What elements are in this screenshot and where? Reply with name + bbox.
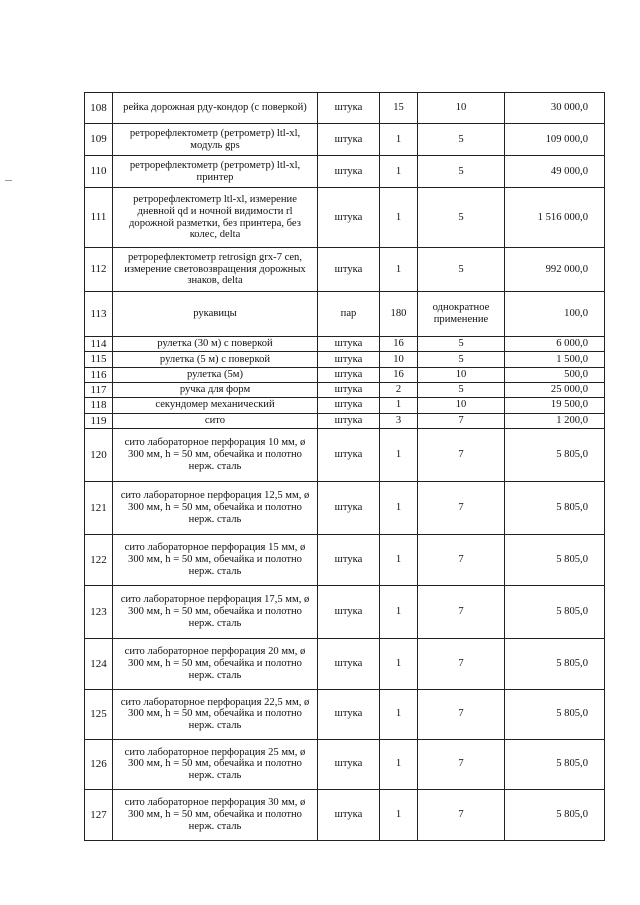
service-term-cell: 7 bbox=[418, 428, 505, 481]
unit-price-cell: 5 805,0 bbox=[505, 585, 605, 638]
item-name-cell: сито лабораторное перфорация 17,5 мм, ø 300 мм, h = 50 мм, обечайка и полотно нерж. сталь bbox=[113, 585, 318, 638]
unit-of-measure-cell: штука bbox=[318, 398, 380, 413]
service-term-cell: 7 bbox=[418, 638, 505, 689]
row-number-cell: 113 bbox=[85, 292, 113, 337]
unit-price-cell: 5 805,0 bbox=[505, 689, 605, 739]
item-name-cell: сито лабораторное перфорация 15 мм, ø 300 мм, h = 50 мм, обечайка и полотно нерж. сталь bbox=[113, 534, 318, 585]
quantity-cell: 1 bbox=[380, 124, 418, 156]
unit-price-cell: 5 805,0 bbox=[505, 638, 605, 689]
row-number-cell: 119 bbox=[85, 413, 113, 428]
row-number-cell: 117 bbox=[85, 382, 113, 397]
quantity-cell: 1 bbox=[380, 188, 418, 248]
unit-of-measure-cell: штука bbox=[318, 382, 380, 397]
service-term-cell: 10 bbox=[418, 367, 505, 382]
table-row bbox=[85, 689, 605, 739]
unit-price-cell: 49 000,0 bbox=[505, 156, 605, 188]
unit-of-measure-cell: штука bbox=[318, 124, 380, 156]
item-name-cell: сито лабораторное перфорация 20 мм, ø 300 мм, h = 50 мм, обечайка и полотно нерж. сталь bbox=[113, 638, 318, 689]
service-term-cell: 10 bbox=[418, 398, 505, 413]
service-term-cell: 7 bbox=[418, 481, 505, 534]
quantity-cell: 2 bbox=[380, 382, 418, 397]
unit-of-measure-cell: штука bbox=[318, 585, 380, 638]
quantity-cell: 1 bbox=[380, 481, 418, 534]
service-term-cell: 7 bbox=[418, 413, 505, 428]
item-name-cell: ретрорефлектометр retrosign grx-7 cen, измерение световозвращения дорожных знаков, delta bbox=[113, 248, 318, 292]
row-number-cell: 124 bbox=[85, 638, 113, 689]
unit-price-cell: 30 000,0 bbox=[505, 93, 605, 124]
row-number-cell: 116 bbox=[85, 367, 113, 382]
unit-price-cell: 5 805,0 bbox=[505, 428, 605, 481]
item-name-cell: сито лабораторное перфорация 10 мм, ø 300 мм, h = 50 мм, обечайка и полотно нерж. сталь bbox=[113, 428, 318, 481]
unit-of-measure-cell: штука bbox=[318, 481, 380, 534]
unit-of-measure-cell: штука bbox=[318, 337, 380, 352]
unit-of-measure-cell: штука bbox=[318, 638, 380, 689]
row-number-cell: 109 bbox=[85, 124, 113, 156]
table-row bbox=[85, 367, 605, 382]
table-row bbox=[85, 124, 605, 156]
row-number-cell: 115 bbox=[85, 352, 113, 367]
item-name-cell: рулетка (5м) bbox=[113, 367, 318, 382]
item-name-cell: ручка для форм bbox=[113, 382, 318, 397]
unit-price-cell: 19 500,0 bbox=[505, 398, 605, 413]
unit-price-cell: 5 805,0 bbox=[505, 789, 605, 840]
quantity-cell: 1 bbox=[380, 689, 418, 739]
unit-price-cell: 1 200,0 bbox=[505, 413, 605, 428]
item-name-cell: сито лабораторное перфорация 12,5 мм, ø 300 мм, h = 50 мм, обечайка и полотно нерж. сталь bbox=[113, 481, 318, 534]
service-term-cell: 7 bbox=[418, 739, 505, 789]
service-term-cell: 7 bbox=[418, 534, 505, 585]
table-row bbox=[85, 292, 605, 337]
row-number-cell: 110 bbox=[85, 156, 113, 188]
item-name-cell: сито bbox=[113, 413, 318, 428]
unit-price-cell: 5 805,0 bbox=[505, 534, 605, 585]
quantity-cell: 1 bbox=[380, 248, 418, 292]
service-term-cell: 5 bbox=[418, 248, 505, 292]
service-term-cell: 5 bbox=[418, 156, 505, 188]
unit-price-cell: 1 500,0 bbox=[505, 352, 605, 367]
quantity-cell: 1 bbox=[380, 428, 418, 481]
row-number-cell: 126 bbox=[85, 739, 113, 789]
unit-of-measure-cell: штука bbox=[318, 413, 380, 428]
unit-of-measure-cell: штука bbox=[318, 534, 380, 585]
service-term-cell: однократное применение bbox=[418, 292, 505, 337]
service-term-cell: 5 bbox=[418, 188, 505, 248]
quantity-cell: 1 bbox=[380, 739, 418, 789]
quantity-cell: 16 bbox=[380, 367, 418, 382]
table-row bbox=[85, 188, 605, 248]
table-row bbox=[85, 398, 605, 413]
unit-price-cell: 6 000,0 bbox=[505, 337, 605, 352]
item-name-cell: ретрорефлектометр ltl-xl, измерение дневной qd и ночной видимости rl дорожной разметки, без принтера, без колес, delta bbox=[113, 188, 318, 248]
unit-of-measure-cell: штука bbox=[318, 352, 380, 367]
table-row bbox=[85, 337, 605, 352]
table-row bbox=[85, 248, 605, 292]
table-row bbox=[85, 739, 605, 789]
unit-price-cell: 992 000,0 bbox=[505, 248, 605, 292]
unit-price-cell: 1 516 000,0 bbox=[505, 188, 605, 248]
quantity-cell: 15 bbox=[380, 93, 418, 124]
unit-of-measure-cell: штука bbox=[318, 248, 380, 292]
quantity-cell: 1 bbox=[380, 638, 418, 689]
unit-of-measure-cell: штука bbox=[318, 367, 380, 382]
unit-price-cell: 500,0 bbox=[505, 367, 605, 382]
unit-price-cell: 109 000,0 bbox=[505, 124, 605, 156]
table-row bbox=[85, 428, 605, 481]
row-number-cell: 121 bbox=[85, 481, 113, 534]
item-name-cell: ретрорефлектометр (ретрометр) ltl-xl, модуль gps bbox=[113, 124, 318, 156]
equipment-table bbox=[84, 92, 605, 841]
quantity-cell: 3 bbox=[380, 413, 418, 428]
table-body bbox=[85, 93, 605, 841]
service-term-cell: 5 bbox=[418, 337, 505, 352]
unit-of-measure-cell: штука bbox=[318, 789, 380, 840]
item-name-cell: рейка дорожная рду-кондор (с поверкой) bbox=[113, 93, 318, 124]
unit-of-measure-cell: штука bbox=[318, 739, 380, 789]
unit-price-cell: 25 000,0 bbox=[505, 382, 605, 397]
service-term-cell: 10 bbox=[418, 93, 505, 124]
row-number-cell: 120 bbox=[85, 428, 113, 481]
row-number-cell: 122 bbox=[85, 534, 113, 585]
unit-price-cell: 100,0 bbox=[505, 292, 605, 337]
row-number-cell: 112 bbox=[85, 248, 113, 292]
quantity-cell: 1 bbox=[380, 156, 418, 188]
quantity-cell: 1 bbox=[380, 585, 418, 638]
row-number-cell: 127 bbox=[85, 789, 113, 840]
unit-of-measure-cell: штука bbox=[318, 428, 380, 481]
item-name-cell: рулетка (5 м) с поверкой bbox=[113, 352, 318, 367]
service-term-cell: 5 bbox=[418, 124, 505, 156]
margin-mark bbox=[5, 180, 12, 181]
unit-price-cell: 5 805,0 bbox=[505, 481, 605, 534]
item-name-cell: сито лабораторное перфорация 25 мм, ø 300 мм, h = 50 мм, обечайка и полотно нерж. сталь bbox=[113, 739, 318, 789]
unit-of-measure-cell: штука bbox=[318, 93, 380, 124]
row-number-cell: 123 bbox=[85, 585, 113, 638]
service-term-cell: 7 bbox=[418, 789, 505, 840]
table-row bbox=[85, 156, 605, 188]
quantity-cell: 16 bbox=[380, 337, 418, 352]
unit-of-measure-cell: штука bbox=[318, 188, 380, 248]
table-row bbox=[85, 413, 605, 428]
quantity-cell: 1 bbox=[380, 789, 418, 840]
item-name-cell: сито лабораторное перфорация 30 мм, ø 300 мм, h = 50 мм, обечайка и полотно нерж. сталь bbox=[113, 789, 318, 840]
quantity-cell: 1 bbox=[380, 534, 418, 585]
row-number-cell: 114 bbox=[85, 337, 113, 352]
table-row bbox=[85, 789, 605, 840]
quantity-cell: 10 bbox=[380, 352, 418, 367]
table-row bbox=[85, 93, 605, 124]
item-name-cell: сито лабораторное перфорация 22,5 мм, ø 300 мм, h = 50 мм, обечайка и полотно нерж. сталь bbox=[113, 689, 318, 739]
item-name-cell: рукавицы bbox=[113, 292, 318, 337]
unit-of-measure-cell: пар bbox=[318, 292, 380, 337]
table-row bbox=[85, 585, 605, 638]
table-row bbox=[85, 352, 605, 367]
item-name-cell: рулетка (30 м) с поверкой bbox=[113, 337, 318, 352]
table-row bbox=[85, 638, 605, 689]
table-row bbox=[85, 481, 605, 534]
quantity-cell: 180 bbox=[380, 292, 418, 337]
item-name-cell: секундомер механический bbox=[113, 398, 318, 413]
row-number-cell: 108 bbox=[85, 93, 113, 124]
table-row bbox=[85, 534, 605, 585]
unit-of-measure-cell: штука bbox=[318, 689, 380, 739]
row-number-cell: 118 bbox=[85, 398, 113, 413]
unit-of-measure-cell: штука bbox=[318, 156, 380, 188]
row-number-cell: 125 bbox=[85, 689, 113, 739]
row-number-cell: 111 bbox=[85, 188, 113, 248]
service-term-cell: 7 bbox=[418, 585, 505, 638]
table-row bbox=[85, 382, 605, 397]
unit-price-cell: 5 805,0 bbox=[505, 739, 605, 789]
service-term-cell: 7 bbox=[418, 689, 505, 739]
service-term-cell: 5 bbox=[418, 382, 505, 397]
service-term-cell: 5 bbox=[418, 352, 505, 367]
item-name-cell: ретрорефлектометр (ретрометр) ltl-xl, принтер bbox=[113, 156, 318, 188]
quantity-cell: 1 bbox=[380, 398, 418, 413]
